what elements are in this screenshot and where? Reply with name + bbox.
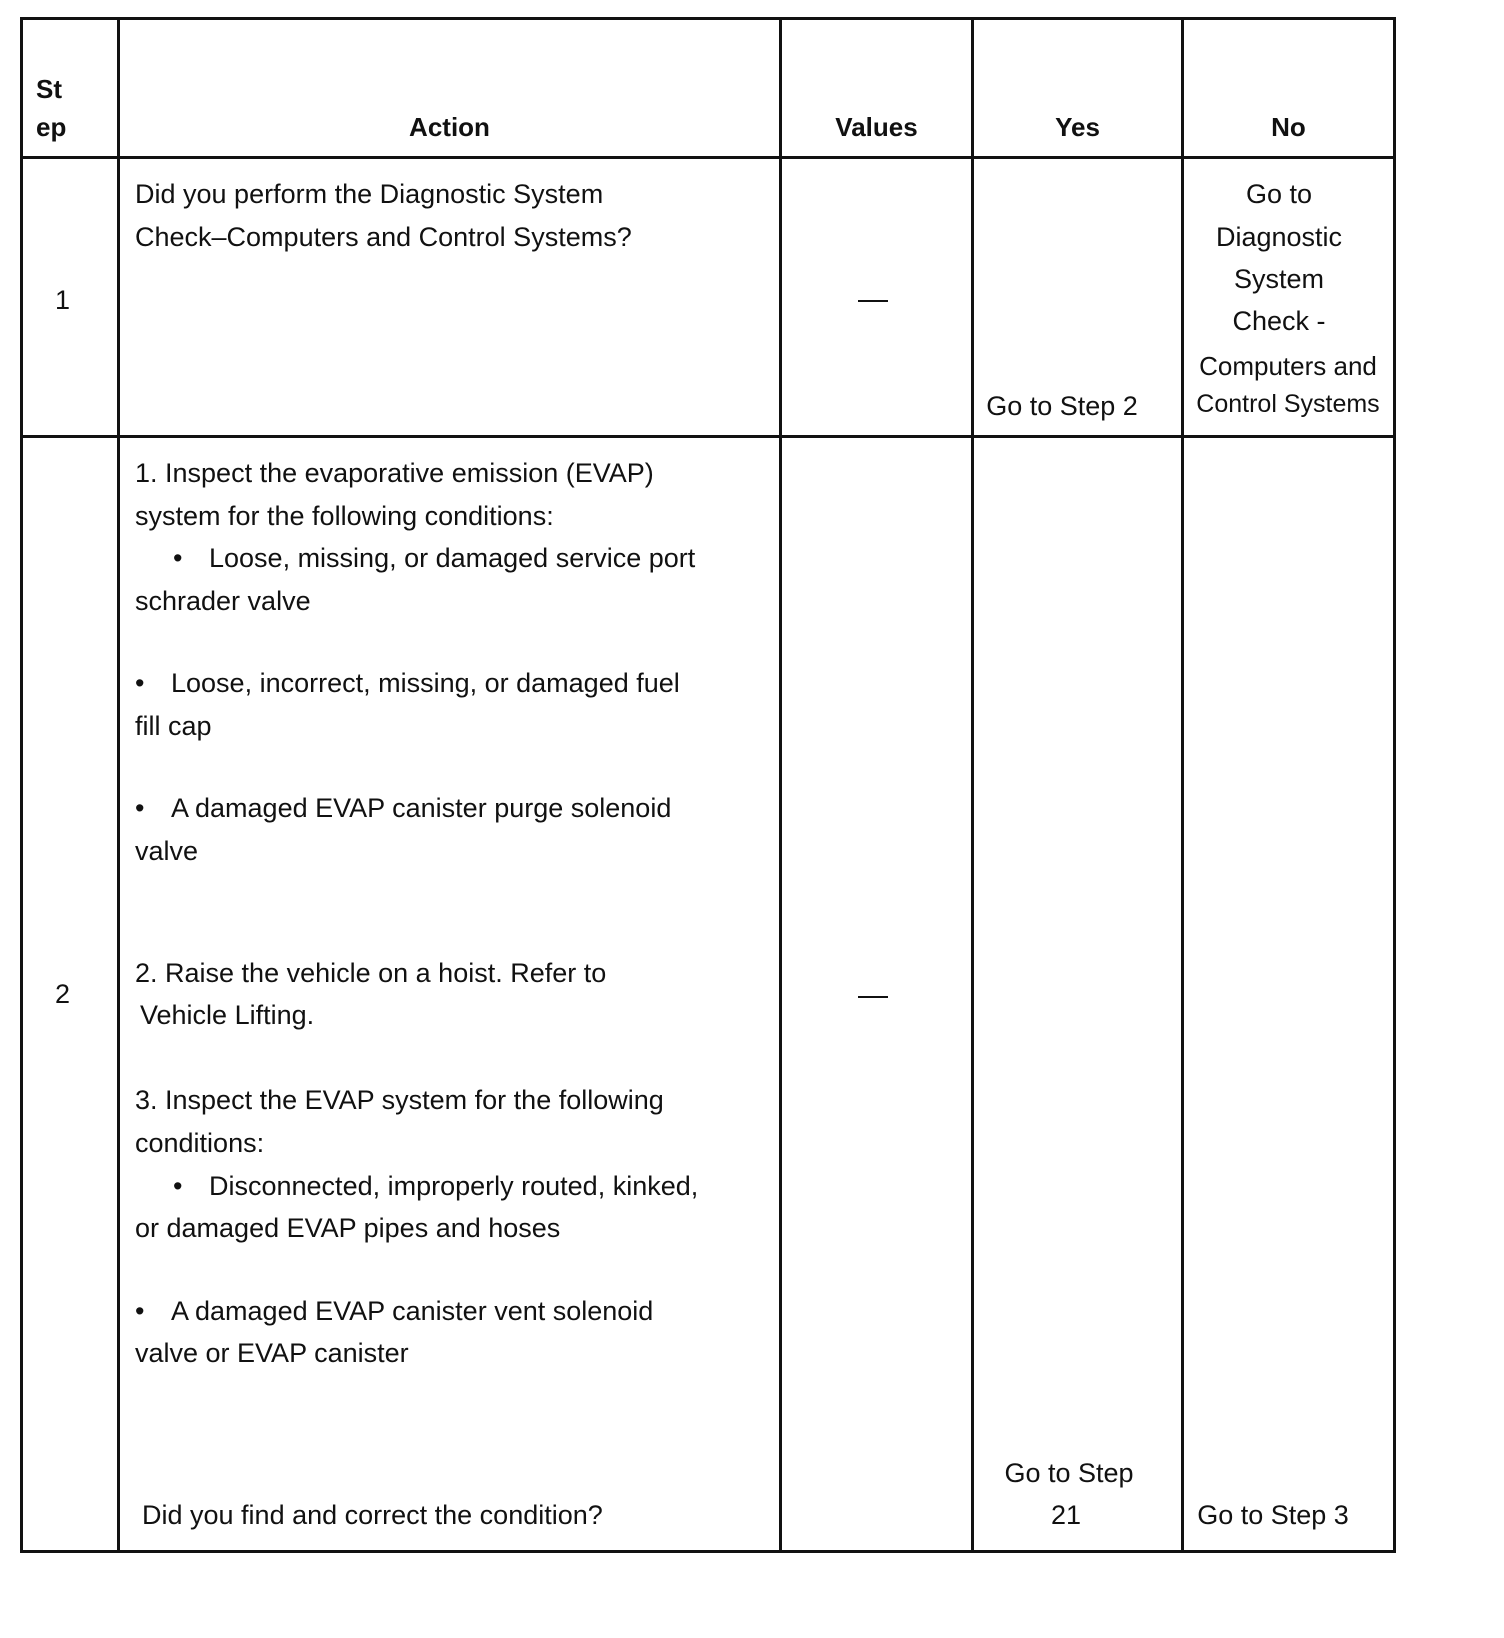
row-divider — [20, 435, 1396, 438]
bullet-text: Loose, incorrect, missing, or damaged fuel — [171, 668, 680, 698]
action-line: Vehicle Lifting. — [140, 1000, 315, 1030]
step-number: 2 — [55, 979, 71, 1009]
bullet-text: A damaged EVAP canister vent solenoid — [171, 1296, 654, 1326]
col-divider-step — [117, 17, 120, 1553]
no-result-line: Go to — [1245, 179, 1313, 209]
no-result-line: Control Systems — [1196, 390, 1380, 418]
action-bullet — [173, 1164, 698, 1208]
no-result-line: System — [1233, 264, 1325, 294]
no-result-line: Check - — [1232, 306, 1326, 336]
action-bullet — [135, 1289, 653, 1333]
yes-result-line: 21 — [1050, 1500, 1082, 1530]
header-action: Action — [409, 112, 490, 142]
action-item-3: 3. Inspect the EVAP system for the following — [135, 1085, 664, 1115]
values-dash — [858, 300, 888, 302]
no-result-line: Computers and — [1199, 351, 1377, 381]
header-values: Values — [835, 112, 918, 142]
action-line: fill cap — [135, 711, 212, 741]
header-no: No — [1271, 112, 1306, 142]
action-item-1: 1. Inspect the evaporative emission (EVAP) — [135, 458, 654, 488]
step-number: 1 — [55, 285, 71, 315]
header-step-line1: St — [36, 74, 62, 104]
action-bullet — [173, 536, 695, 580]
action-bullet — [135, 661, 680, 705]
yes-result: Go to Step 2 — [986, 391, 1138, 421]
bullet-text: A damaged EVAP canister purge solenoid — [171, 793, 672, 823]
bullet-text: Disconnected, improperly routed, kinked, — [209, 1171, 699, 1201]
table-border-left — [20, 17, 23, 1553]
bullet-text: Loose, missing, or damaged service port — [209, 543, 696, 573]
values-dash — [858, 996, 888, 998]
action-line: system for the following conditions: — [135, 501, 554, 531]
no-result: Go to Step 3 — [1197, 1500, 1349, 1530]
yes-result-line: Go to Step — [1004, 1458, 1134, 1488]
no-result-line: Diagnostic — [1215, 222, 1343, 252]
header-divider — [20, 156, 1396, 159]
action-item-2: 2. Raise the vehicle on a hoist. Refer to — [135, 958, 607, 988]
action-line: conditions: — [135, 1128, 265, 1158]
table-border-bottom — [20, 1550, 1396, 1553]
action-line: Did you perform the Diagnostic System — [135, 179, 604, 209]
col-divider-action — [779, 17, 782, 1553]
bullet-glyph: • — [135, 668, 145, 698]
action-question: Did you find and correct the condition? — [142, 1500, 603, 1530]
action-line: valve or EVAP canister — [135, 1338, 409, 1368]
action-line: schrader valve — [135, 586, 311, 616]
bullet-glyph: • — [135, 1296, 145, 1326]
action-line: valve — [135, 836, 199, 866]
bullet-glyph: • — [135, 793, 145, 823]
bullet-glyph: • — [173, 1171, 183, 1201]
action-line: or damaged EVAP pipes and hoses — [135, 1213, 561, 1243]
header-yes: Yes — [1055, 112, 1100, 142]
header-step-line2: ep — [36, 112, 67, 142]
bullet-glyph: • — [173, 543, 183, 573]
col-divider-values — [971, 17, 974, 1553]
action-bullet — [135, 786, 671, 830]
table-border-top — [20, 17, 1396, 20]
action-line: Check–Computers and Control Systems? — [135, 222, 632, 252]
table-border-right — [1393, 17, 1396, 1553]
